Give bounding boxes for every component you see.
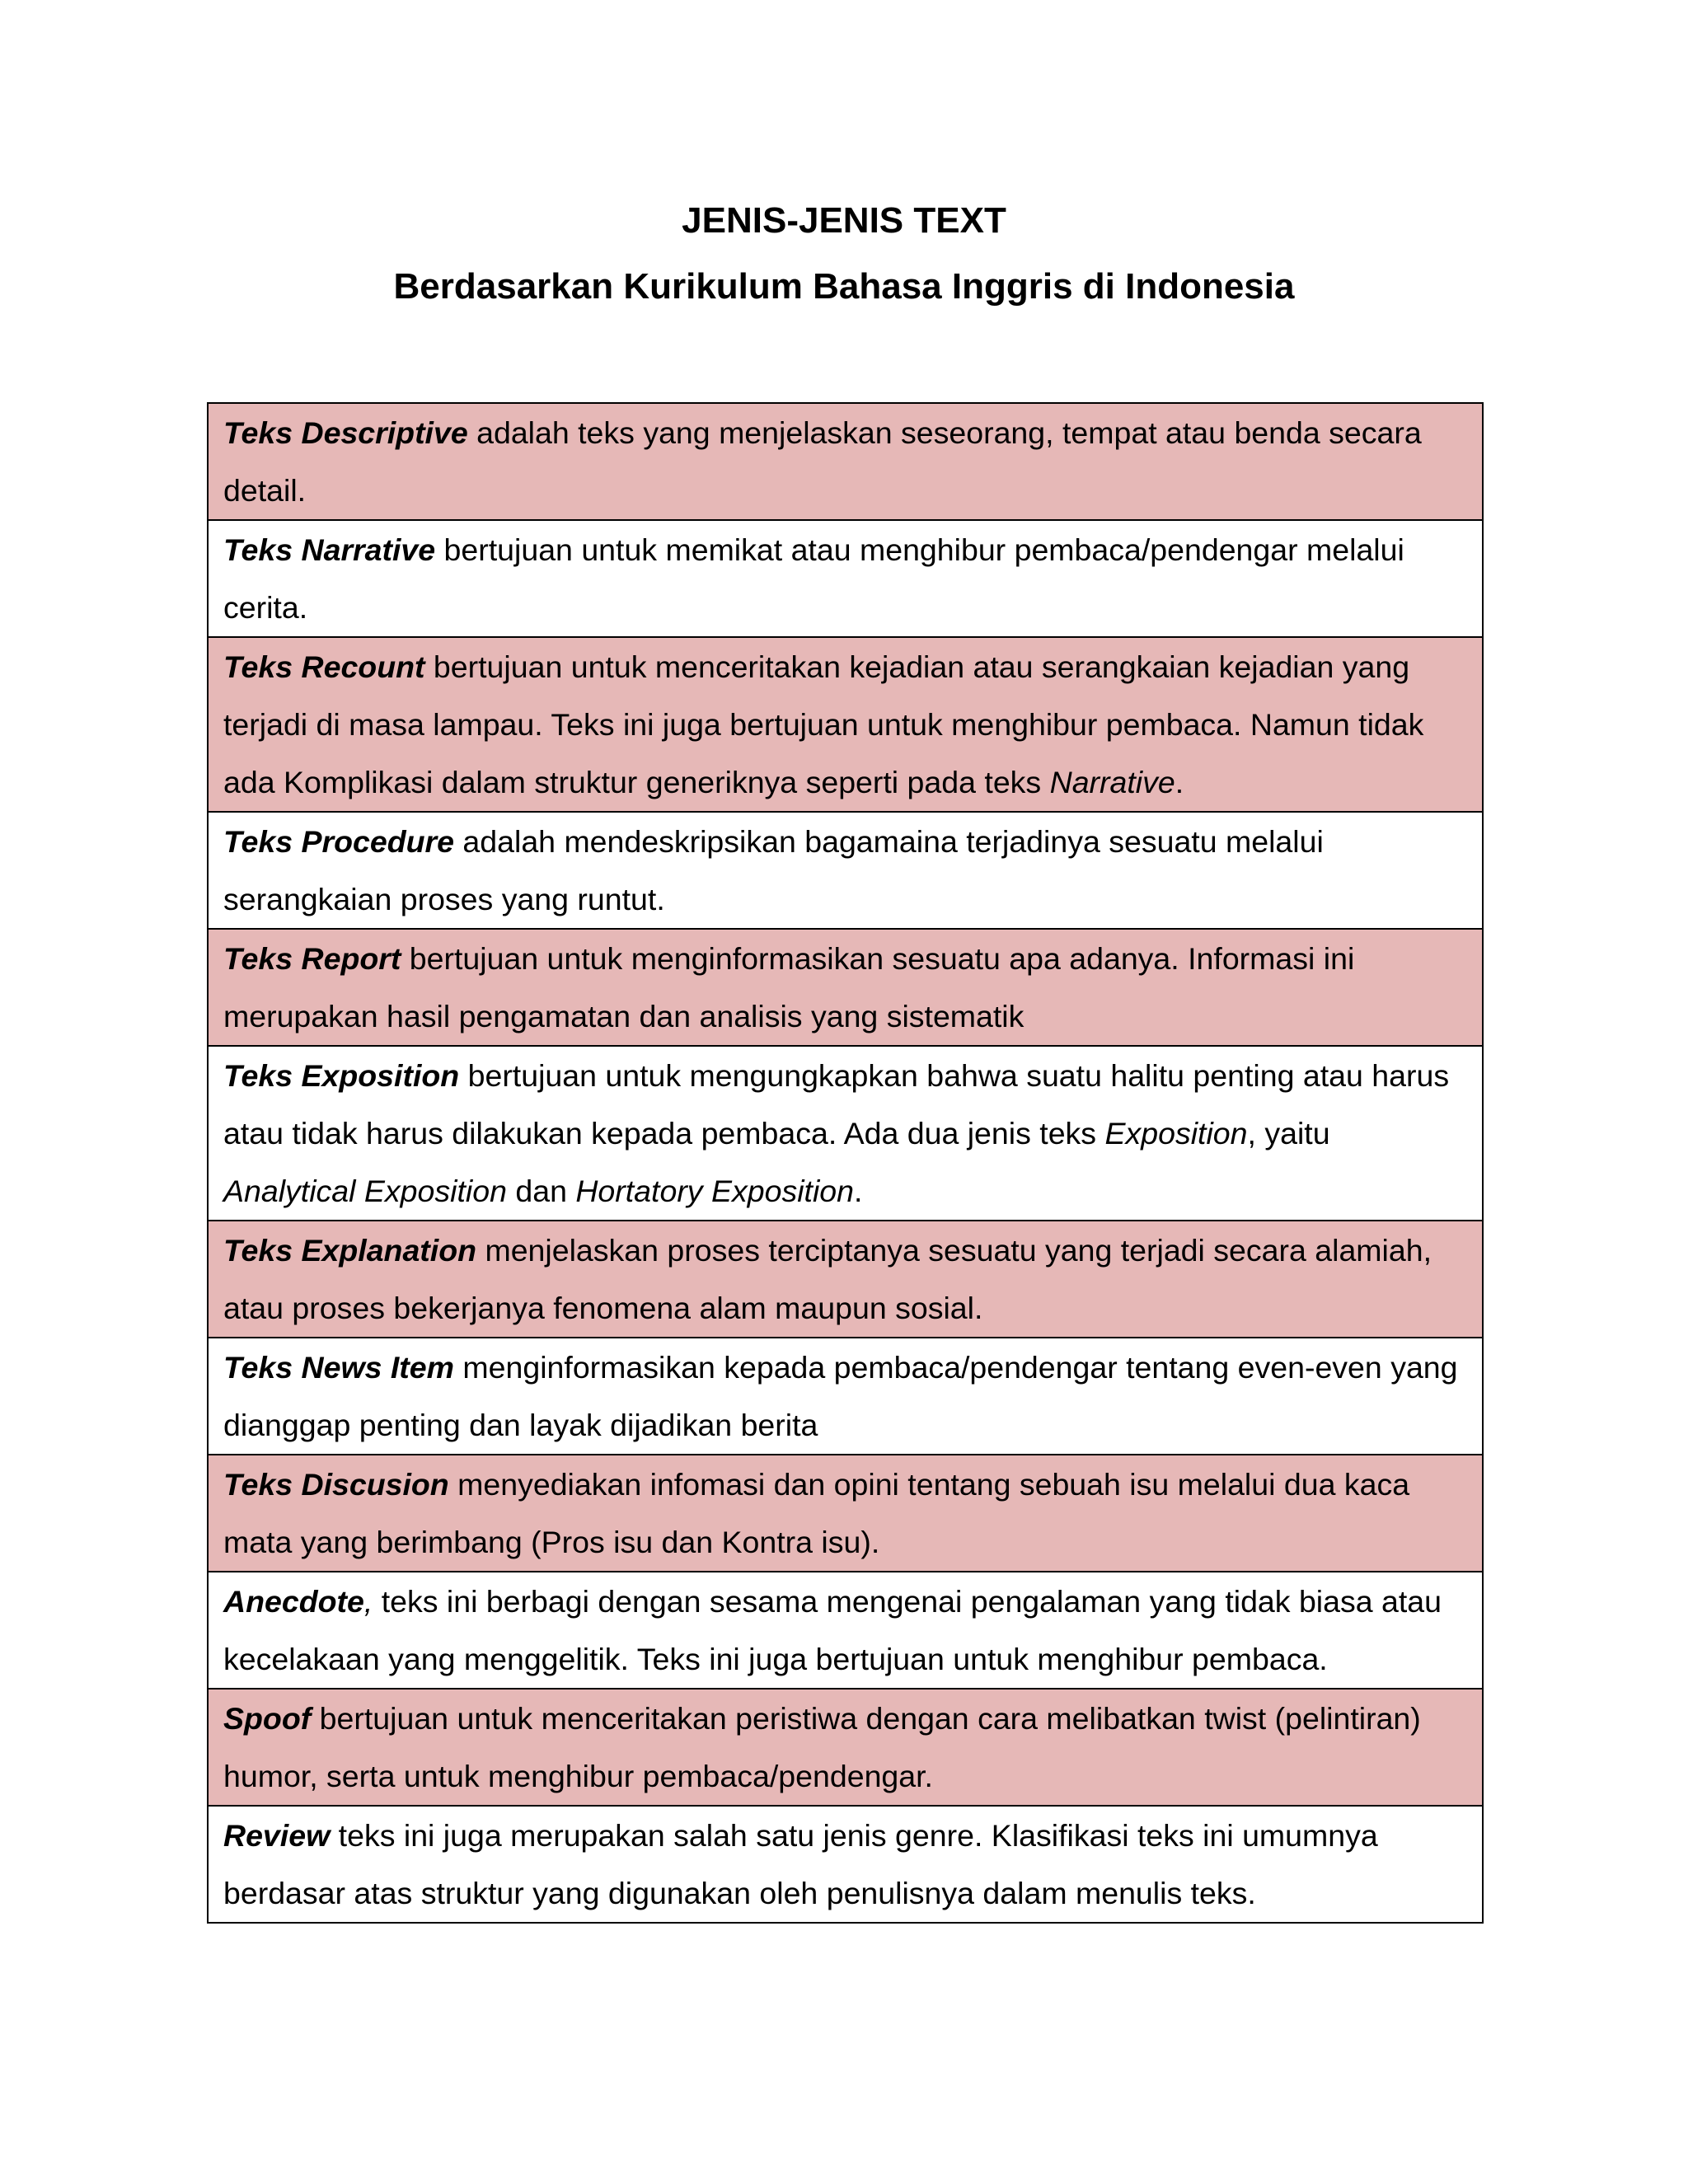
- description-text: .: [854, 1174, 863, 1208]
- text-type-term: Teks Descriptive: [223, 415, 468, 450]
- italic-text: Narrative: [1049, 765, 1175, 799]
- description-text: bertujuan untuk menceritakan kejadian atau serangkaian kejadian yang terjadi di masa lampau. Teks ini juga bertujuan untuk menghibur pembaca. Namun tidak ada Komplikasi dalam struktur generiknya seperti pada teks: [223, 649, 1424, 799]
- table-cell: [208, 520, 1483, 637]
- table-cell: [208, 403, 1483, 520]
- description-text: teks ini juga merupakan salah satu jenis genre. Klasifikasi teks ini umumnya berdasar atas struktur yang digunakan oleh penulisnya dalam menulis teks.: [223, 1818, 1378, 1910]
- table-cell: [208, 1806, 1483, 1923]
- text-type-term: Teks Explanation: [223, 1233, 477, 1268]
- text-type-term: Teks Narrative: [223, 532, 436, 567]
- description-text: adalah mendeskripsikan bagamaina terjadinya sesuatu melalui serangkaian proses yang runtut.: [223, 824, 1324, 916]
- table-cell: [208, 1689, 1483, 1806]
- table-cell: [208, 929, 1483, 1046]
- description-text: menjelaskan proses terciptanya sesuatu yang terjadi secara alamiah, atau proses bekerjanya fenomena alam maupun sosial.: [223, 1233, 1432, 1325]
- text-type-term: Anecdote: [223, 1584, 364, 1619]
- table-cell: [208, 1338, 1483, 1455]
- description-text: menyediakan infomasi dan opini tentang sebuah isu melalui dua kaca mata yang berimbang (Pros isu dan Kontra isu).: [223, 1467, 1410, 1559]
- table-row: [208, 1046, 1483, 1221]
- italic-text: Hortatory Exposition: [575, 1174, 854, 1208]
- table-row: [208, 520, 1483, 637]
- description-text: .: [1175, 765, 1184, 799]
- description-text: bertujuan untuk memikat atau menghibur pembaca/pendengar melalui cerita.: [223, 532, 1404, 625]
- table-row: [208, 929, 1483, 1046]
- italic-text: Analytical Exposition: [223, 1174, 507, 1208]
- table-row: [208, 1689, 1483, 1806]
- italic-text: Exposition: [1104, 1116, 1248, 1151]
- page-subtitle: Berdasarkan Kurikulum Bahasa Inggris di Indonesia: [393, 266, 1295, 307]
- description-text: bertujuan untuk menginformasikan sesuatu apa adanya. Informasi ini merupakan hasil pengamatan dan analisis yang sistematik: [223, 941, 1355, 1033]
- text-type-term: Spoof: [223, 1701, 312, 1736]
- description-text: bertujuan untuk mengungkapkan bahwa suatu halitu penting atau harus atau tidak harus dilakukan kepada pembaca. Ada dua jenis teks: [223, 1058, 1450, 1151]
- table-row: [208, 1572, 1483, 1689]
- description-text: , yaitu: [1247, 1116, 1330, 1151]
- description-text: menginformasikan kepada pembaca/pendengar tentang even-even yang dianggap penting dan layak dijadikan berita: [223, 1350, 1458, 1442]
- description-text: adalah teks yang menjelaskan seseorang, tempat atau benda secara detail.: [223, 415, 1422, 508]
- text-type-term: Teks Exposition: [223, 1058, 460, 1093]
- text-types-table: [207, 402, 1484, 1924]
- table-row: [208, 1806, 1483, 1923]
- page-title: JENIS-JENIS TEXT: [682, 200, 1006, 241]
- table-row: [208, 1221, 1483, 1338]
- table-cell: [208, 812, 1483, 929]
- description-text: bertujuan untuk menceritakan peristiwa dengan cara melibatkan twist (pelintiran) humor, serta untuk menghibur pembaca/pendengar.: [223, 1701, 1421, 1793]
- text-type-term: Teks Report: [223, 941, 401, 976]
- table-body: [208, 403, 1483, 1923]
- text-type-term: Teks Recount: [223, 649, 425, 684]
- table-row: [208, 403, 1483, 520]
- table-row: [208, 637, 1483, 812]
- italic-text: ,: [363, 1584, 373, 1619]
- text-type-term: Review: [223, 1818, 331, 1853]
- description-text: teks ini berbagi dengan sesama mengenai pengalaman yang tidak biasa atau kecelakaan yang menggelitik. Teks ini juga bertujuan untuk menghibur pembaca.: [223, 1584, 1442, 1676]
- table-row: [208, 1455, 1483, 1572]
- description-text: dan: [506, 1174, 576, 1208]
- text-type-term: Teks Discusion: [223, 1467, 449, 1502]
- table-cell: [208, 1455, 1483, 1572]
- table-cell: [208, 1221, 1483, 1338]
- table-row: [208, 812, 1483, 929]
- text-type-term: Teks Procedure: [223, 824, 454, 859]
- text-type-term: Teks News Item: [223, 1350, 454, 1385]
- table-cell: [208, 1572, 1483, 1689]
- table-row: [208, 1338, 1483, 1455]
- table-cell: [208, 637, 1483, 812]
- table-cell: [208, 1046, 1483, 1221]
